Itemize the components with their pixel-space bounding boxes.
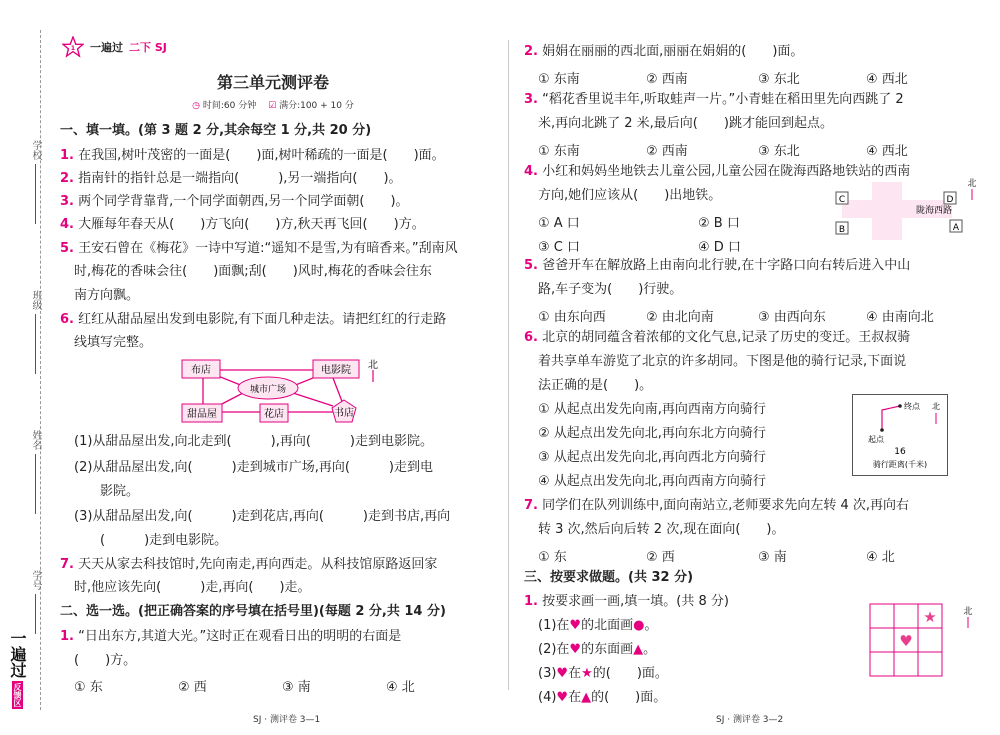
question-6-1: (1)从甜品屋出发,向北走到( ),再向( )走到电影院。	[74, 434, 433, 449]
draw-1-3: (3)♥在★的( )面。	[538, 666, 668, 681]
option[interactable]: ① 东	[74, 680, 103, 695]
binding-strip	[0, 0, 48, 735]
triangle-icon: ▲	[581, 690, 592, 705]
check-icon: ☑	[268, 101, 277, 111]
choice-2-options	[538, 68, 908, 87]
brand-vertical: 一遍过反馈区	[8, 630, 27, 707]
choice-5: 5. 爸爸开车在解放路上由南向北行驶,在十字路口向右转后进入中山	[524, 258, 911, 273]
choice-1-line-2: ( )方。	[74, 653, 137, 668]
option[interactable]: ① 东南	[538, 144, 580, 159]
option[interactable]: ③ 南	[758, 550, 787, 565]
choice-5-line-2: 路,车子变为( )行驶。	[538, 282, 683, 297]
ride-start-label: 起点	[868, 435, 884, 444]
question-4: 4. 大雁每年春天从( )方飞向( )方,秋天再飞回( )方。	[60, 217, 425, 232]
svg-text:1: 1	[70, 43, 76, 52]
clock-icon: ◷	[192, 101, 200, 111]
metro-road-label: 陇海西路	[916, 206, 953, 216]
grid-heart-icon: ♥	[899, 632, 913, 650]
choice-3-options	[538, 140, 908, 159]
question-6-2: (2)从甜品屋出发,向( )走到城市广场,再向( )走到电	[74, 460, 433, 475]
header	[62, 36, 167, 58]
heart-icon: ♥	[569, 618, 582, 633]
heart-icon: ♥	[556, 690, 569, 705]
exit-d-label: D	[946, 195, 954, 205]
page-divider	[508, 40, 509, 690]
ride-caption: 骑行距离(千米)	[872, 460, 928, 469]
ride-distance: 16	[894, 447, 906, 457]
question-6-2-line-2: 影院。	[100, 484, 140, 499]
ride-record	[852, 394, 948, 476]
option[interactable]: ④ 北	[386, 680, 415, 695]
draw-1-1: (1)在♥的北面画●。	[538, 618, 658, 633]
map-north-label: 北	[368, 360, 378, 371]
choice-5-options	[538, 306, 934, 325]
question-6-line-2: 线填写完整。	[74, 335, 153, 350]
question-6-3: (3)从甜品屋出发,向( )走到花店,再向( )走到书店,再向	[74, 509, 451, 524]
option[interactable]: ① 东南	[538, 72, 580, 87]
circle-icon: ●	[633, 618, 645, 633]
grid-north-label: 北	[963, 607, 973, 617]
books-label: 书店	[334, 408, 354, 419]
bookshop-label: 布店	[191, 365, 211, 376]
question-2: 2. 指南针的指针总是一端指向( ),另一端指向( )。	[60, 171, 402, 186]
section-1-heading: 一、填一填。(第 3 题 2 分,其余每空 1 分,共 20 分)	[60, 123, 372, 138]
exit-a-label: A	[952, 223, 960, 233]
option[interactable]: ③ 南	[282, 680, 311, 695]
class-label: 班级	[28, 290, 43, 374]
triangle-icon: ▲	[633, 642, 644, 657]
choice-1: 1. “日出东方,其道大光。”这时正在观看日出的明明的右面是	[60, 629, 402, 644]
right-footer: SJ · 测评卷 3—2	[716, 715, 784, 725]
draw-1: 1. 按要求画一画,填一填。(共 8 分)	[524, 594, 729, 609]
choice-3-line-2: 米,再向北跳了 2 米,最后向( )跳才能回到起点。	[538, 116, 833, 131]
page-title: 第三单元测评卷	[216, 73, 329, 92]
draw-1-4: (4)♥在▲的( )面。	[538, 690, 667, 705]
choice-6-line-2: 着共享单车游览了北京的许多胡同。下图是他的骑行记录,下面说	[538, 354, 907, 369]
question-7-line-2: 时,他应该先向( )走,再向( )走。	[74, 580, 311, 595]
id-label: 学号	[28, 570, 43, 634]
option[interactable]: ③ 从起点出发先向北,再向西北方向骑行	[538, 450, 766, 465]
choice-4-options-row-1	[538, 212, 740, 231]
option[interactable]: ③ 由西向东	[758, 310, 826, 325]
header-brand: 一遍过	[90, 41, 123, 54]
option[interactable]: ② B 口	[698, 216, 740, 231]
heart-icon: ♥	[556, 666, 569, 681]
question-1: 1. 在我国,树叶茂密的一面是( )面,树叶稀疏的一面是( )面。	[60, 148, 445, 163]
choice-7-options	[538, 546, 895, 565]
option[interactable]: ③ 东北	[758, 72, 800, 87]
question-7: 7. 天天从家去科技馆时,先向南走,再向西走。从科技馆原路返回家	[60, 557, 438, 572]
square-label: 城市广场	[249, 385, 287, 395]
option[interactable]: ① 从起点出发先向南,再向西南方向骑行	[538, 402, 766, 417]
question-5-line-2: 时,梅花的香味会往( )面飘;刮( )风时,梅花的香味会往东	[74, 264, 432, 279]
exit-c-label: C	[838, 195, 846, 205]
metro-north-label: 北	[967, 179, 977, 189]
section-3-heading: 三、按要求做题。(共 32 分)	[524, 570, 694, 585]
ride-north-label: 北	[932, 402, 940, 411]
choice-6-line-3: 法正确的是( )。	[538, 378, 653, 393]
option[interactable]: ④ 由南向北	[866, 310, 934, 325]
option[interactable]: ④ 西北	[866, 144, 908, 159]
star-logo-icon	[62, 36, 84, 58]
option[interactable]: ② 西南	[646, 144, 688, 159]
left-page	[48, 0, 498, 735]
section-2-heading: 二、选一选。(把正确答案的序号填在括号里)(每题 2 分,共 14 分)	[60, 604, 446, 619]
choice-6: 6. 北京的胡同蕴含着浓郁的文化气息,记录了历史的变迁。王叔叔骑	[524, 330, 911, 345]
name-label: 姓名	[28, 430, 43, 514]
left-footer: SJ · 测评卷 3—1	[253, 715, 321, 725]
flower-label: 花店	[264, 409, 284, 420]
question-5-line-3: 南方向飘。	[74, 288, 140, 303]
choice-4-options-row-2	[538, 236, 741, 255]
draw-grid	[868, 600, 984, 680]
cinema-label: 电影院	[321, 365, 351, 376]
school-label: 学校	[28, 140, 43, 224]
option[interactable]: ① A 口	[538, 216, 580, 231]
choice-4: 4. 小红和妈妈坐地铁去儿童公园,儿童公园在陇海西路地铁站的西南	[524, 164, 911, 179]
choice-7-line-2: 转 3 次,然后向后转 2 次,现在面向( )。	[538, 522, 785, 537]
option[interactable]: ③ C 口	[538, 240, 580, 255]
option[interactable]: ② 西	[646, 550, 675, 565]
exit-b-label: B	[838, 225, 846, 235]
choice-4-line-2: 方向,她们应该从( )出地铁。	[538, 188, 722, 203]
dessert-label: 甜品屋	[187, 409, 217, 420]
choice-1-options	[74, 676, 415, 695]
question-6-3-line-2: ( )走到电影院。	[100, 533, 228, 548]
metro-map	[832, 176, 982, 242]
ride-end-dot	[898, 404, 902, 408]
option[interactable]: ② 西	[178, 680, 207, 695]
choice-2: 2. 娟娟在丽丽的西北面,丽丽在娟娟的( )面。	[524, 44, 804, 59]
option[interactable]: ④ 从起点出发先向北,再向西南方向骑行	[538, 474, 766, 489]
header-edition: 二下 SJ	[129, 41, 167, 54]
option[interactable]: ④ D 口	[698, 240, 741, 255]
option[interactable]: ② 西南	[646, 72, 688, 87]
ride-end-label: 终点	[904, 402, 920, 411]
option[interactable]: ② 由北向南	[646, 310, 714, 325]
question-5: 5. 王安石曾在《梅花》一诗中写道:“遥知不是雪,为有暗香来。”刮南风	[60, 241, 458, 256]
exam-meta: ◷ 时间:60 分钟 ☑ 满分:100 + 10 分	[192, 101, 354, 111]
choice-7: 7. 同学们在队列训练中,面向南站立,老师要求先向左转 4 次,再向右	[524, 498, 910, 513]
option[interactable]: ① 由东向西	[538, 310, 606, 325]
heart-icon: ♥	[569, 642, 582, 657]
ride-start-dot	[880, 428, 884, 432]
option[interactable]: ① 东	[538, 550, 567, 565]
question-3: 3. 两个同学背靠背,一个同学面朝西,另一个同学面朝( )。	[60, 194, 409, 209]
option[interactable]: ④ 西北	[866, 72, 908, 87]
question-6: 6. 红红从甜品屋出发到电影院,有下面几种走法。请把红红的行走路	[60, 312, 447, 327]
star-icon: ★	[581, 666, 593, 681]
grid-star-icon: ★	[923, 608, 937, 626]
option[interactable]: ② 从起点出发先向北,再向东北方向骑行	[538, 426, 766, 441]
option[interactable]: ④ 北	[866, 550, 895, 565]
route-map	[168, 356, 398, 428]
right-page	[516, 0, 986, 735]
draw-1-2: (2)在♥的东面画▲。	[538, 642, 657, 657]
choice-3: 3. “稻花香里说丰年,听取蛙声一片。”小青蛙在稻田里先向西跳了 2	[524, 92, 904, 107]
option[interactable]: ③ 东北	[758, 144, 800, 159]
